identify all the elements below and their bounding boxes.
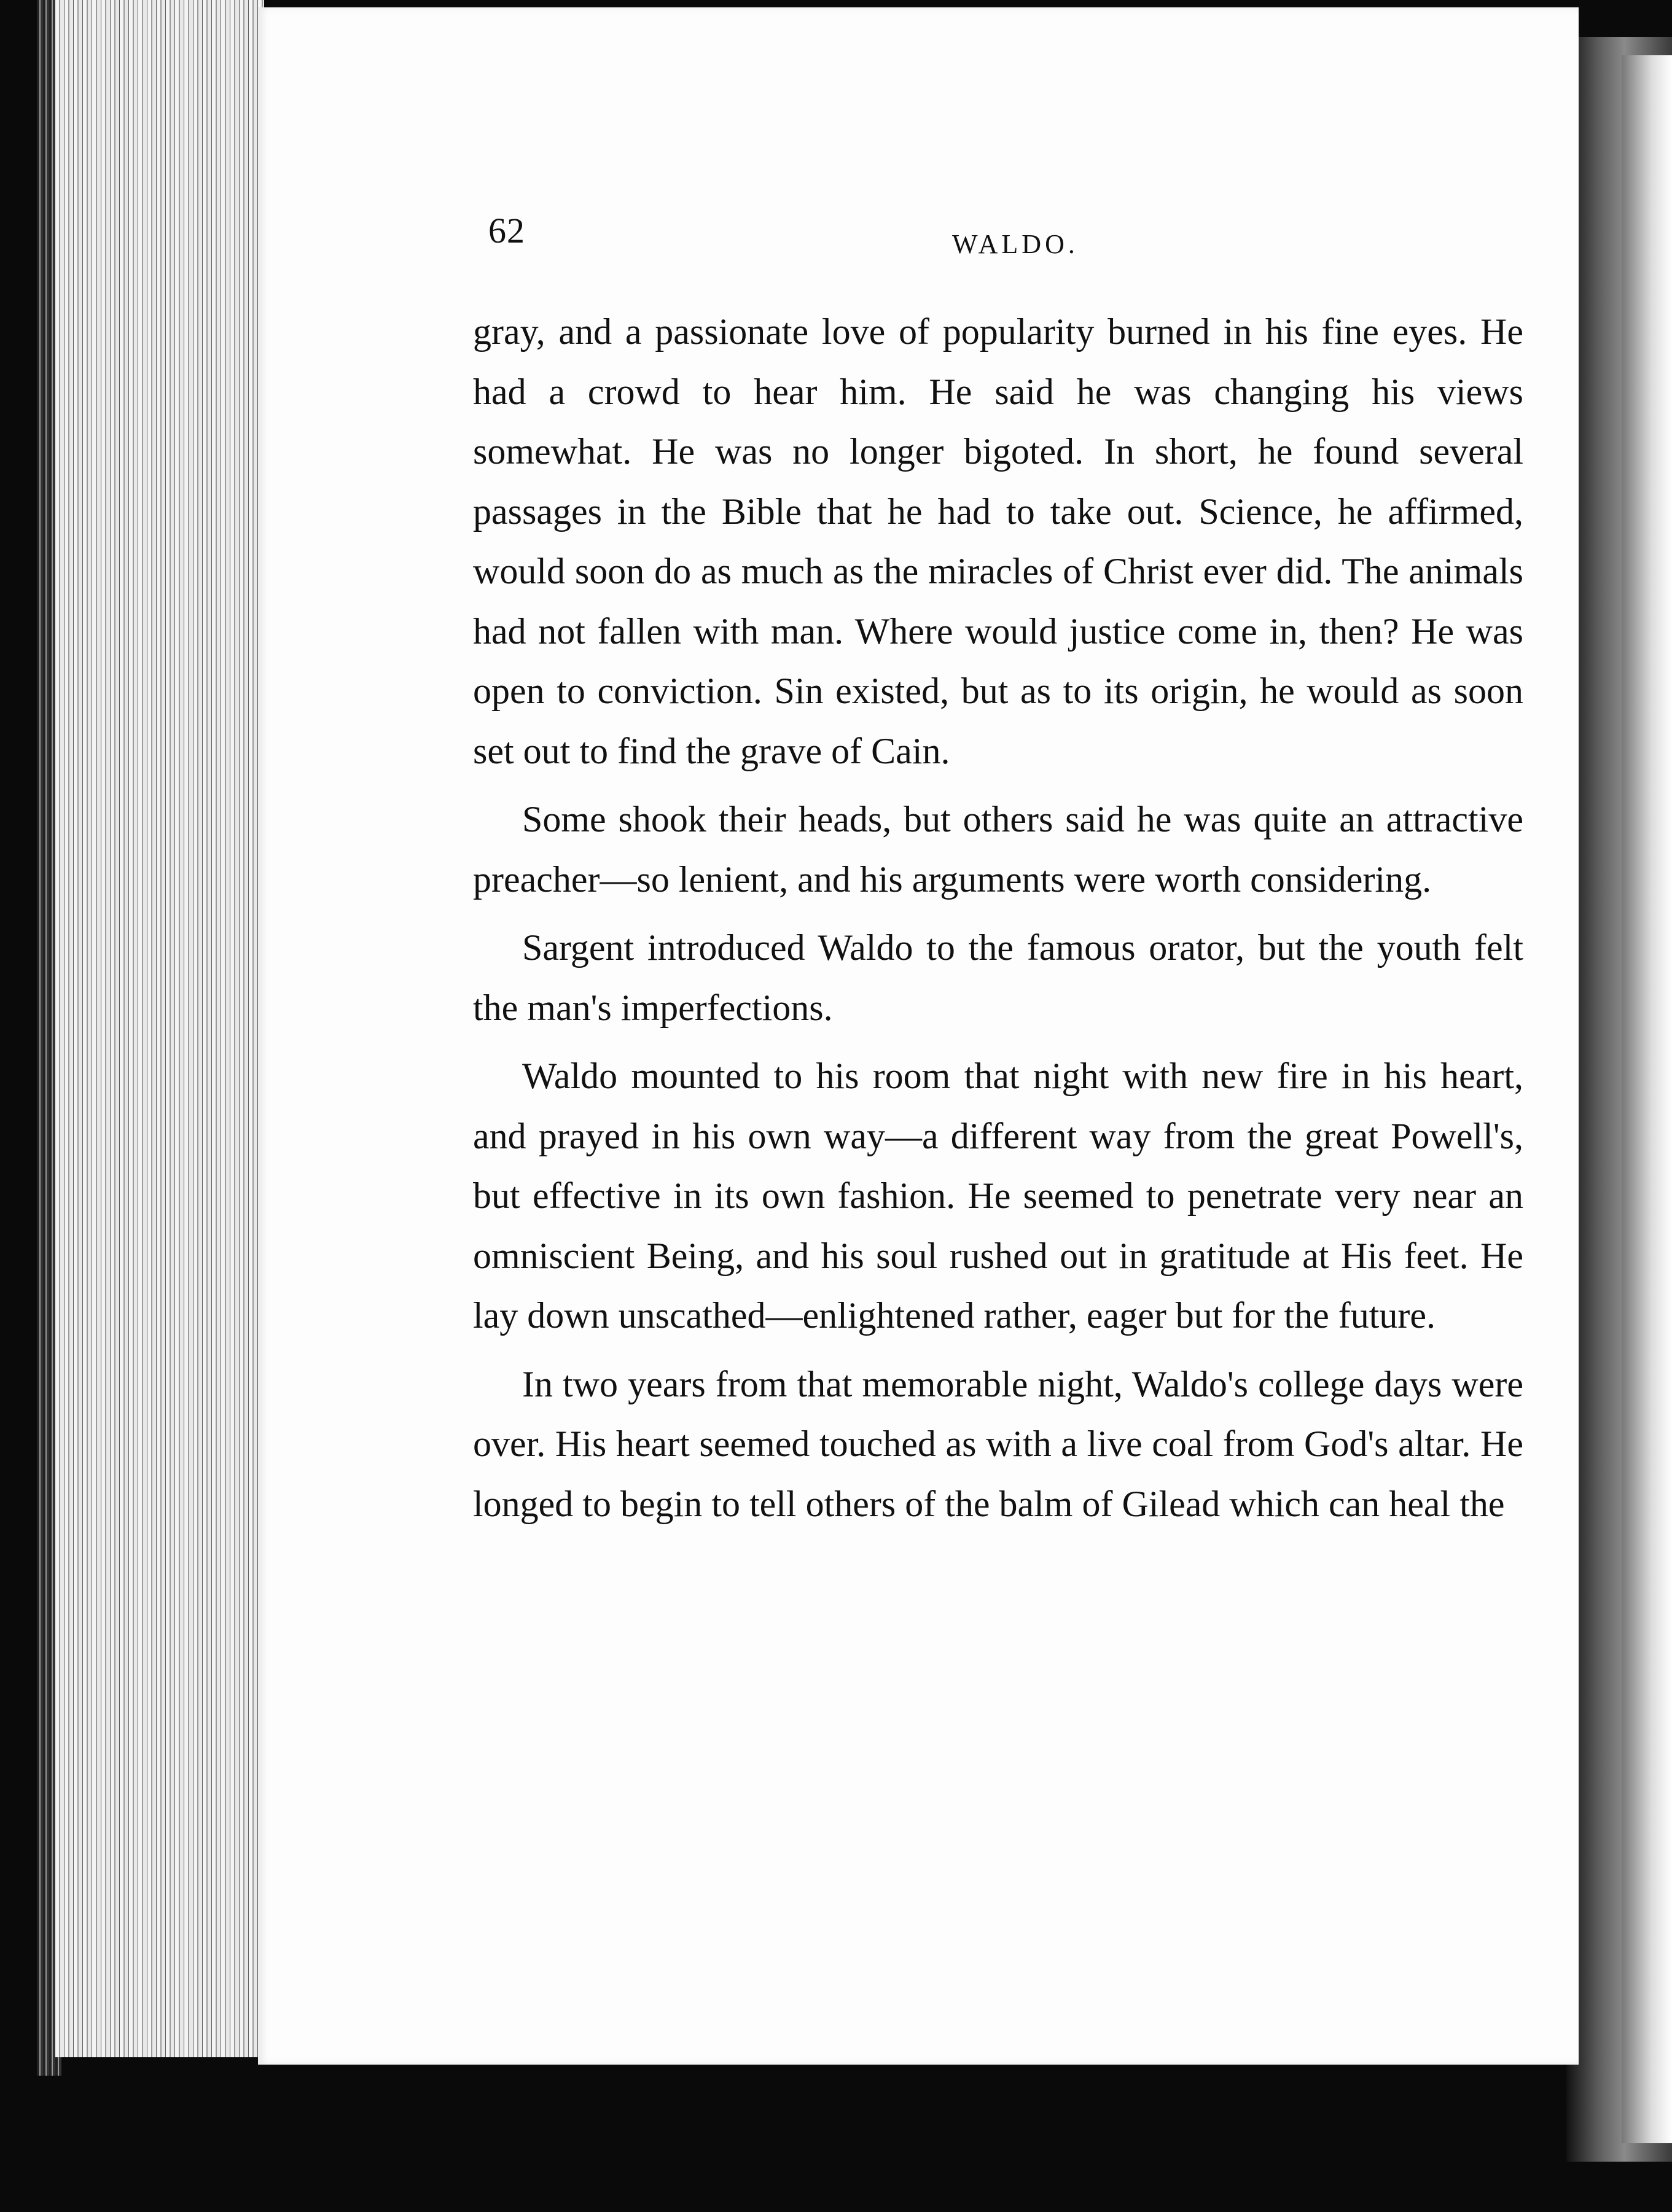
facing-page-edge — [1622, 55, 1672, 2143]
paragraph-1: gray, and a passionate love of popularity burned in his fine eyes. He had a crowd to hear him. He said he was changing his views somewhat. He was no longer bigoted. In short, he found several passages in the Bible that he had to take out. Science, he affirmed, would soon do as much as the miracles of Christ ever did. The animals had not fallen with man. Where would justice come in, then? He was open to conviction. Sin existed, but as to its origin, he would as soon set out to find the grave of Cain. — [473, 311, 1523, 771]
running-head — [488, 210, 1533, 265]
page-number: 62 — [488, 211, 525, 251]
paragraph-4: Waldo mounted to his room that night with new fire in his heart, and prayed in his own way—a different way from the great Powell's, but effective in its own fashion. He seemed to penetrate very near an omniscient Being, and his soul rushed out in gratitude at His feet. He lay down unscathed—enlightened rather, eager but for the future. — [473, 1056, 1523, 1336]
paragraph-2: Some shook their heads, but others said he was quite an attractive preacher—so lenient, and his arguments were worth considering. — [473, 799, 1523, 900]
paragraph-3: Sargent introduced Waldo to the famous orator, but the youth felt the man's imperfections. — [473, 927, 1523, 1028]
body-text — [473, 302, 1523, 1534]
paragraph-5: In two years from that memorable night, Waldo's college days were over. His heart seemed touched as with a live coal from God's altar. He longed to begin to tell others of the balm of Gilead which can heal the — [473, 1363, 1523, 1524]
stacked-page-edges — [55, 0, 264, 2057]
running-title: WALDO. — [952, 229, 1079, 259]
